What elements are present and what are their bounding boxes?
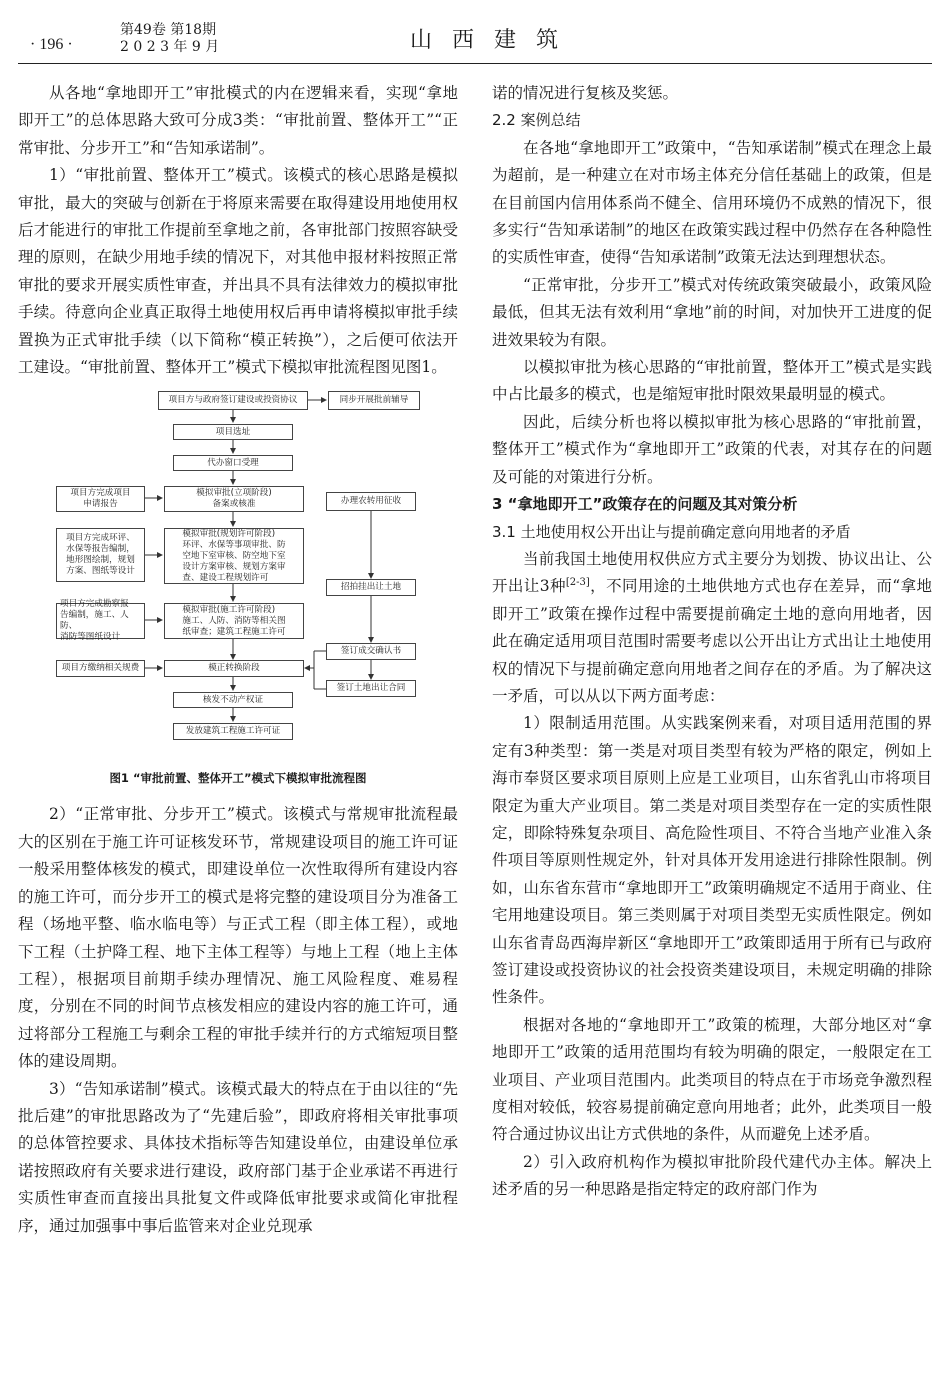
paragraph: 因此，后续分析也将以模拟审批为核心思路的“审批前置，整体开工”模式作为“拿地即开工”政策的代表，对其存在的问题及可能的对策进行分析。 <box>492 412 932 486</box>
volume-label: 第49卷 第18期 <box>120 22 217 38</box>
flow-step-survey-docs: 项目方完成勘察报 告编制，施工、人防、 消防等图纸设计 <box>56 603 145 639</box>
flow-step-land-contract: 签订土地出让合同 <box>326 680 416 697</box>
journal-title: 山西建筑 <box>410 28 579 53</box>
page-header <box>0 0 950 60</box>
flow-step-project-report: 项目方完成项目 申请报告 <box>56 486 145 512</box>
flow-step-site-selection: 项目选址 <box>173 424 293 440</box>
header-rule <box>18 63 932 64</box>
paragraph: 1）“审批前置、整体开工”模式。该模式的核心思路是模拟审批，最大的突破与创新在于将原来需要在取得建设用地使用权后才能进行的审批工作提前至拿地之前，各审批部门按照容缺受理的原则，在缺少用地手续的情况下，对其他申报材料按照正常审批的要求开展实质性审查，并出具不具有法律效力的模拟审批手续。待意向企业真正取得土地使用权后再申请将模拟审批手续置换为正式审批手续（以下简称“模正转换”），之后便可依法开工建设。“审批前置、整体开工”模式下模拟审批流程图见图1。 <box>18 166 458 377</box>
volume-issue <box>120 22 219 56</box>
paragraph: 2）引入政府机构作为模拟审批阶段代建代办主体。解决上述矛盾的另一种思路是指定特定的政府部门作为 <box>492 1152 932 1199</box>
paragraph: 诺的情况进行复核及奖惩。 <box>492 84 679 102</box>
flow-step-confirmation: 签订成交确认书 <box>326 643 416 660</box>
section-heading-2-2: 2.2 案例总结 <box>492 111 581 130</box>
paragraph: 1）限制适用范围。从实践案例来看，对项目适用范围的界定有3种类型：第一类是对项目类型有较为严格的限定，例如上海市奉贤区要求项目原则上应是工业项目，山东省乳山市将项目限定为重大产业项目。第二类是对项目类型存在一定的实质性限定，即除特殊复杂项目、高危险性项目、不符合当地产业准入条件项目等原则性规定外，针对具体开发用途进行排除性限制。例如，山东省东营市“拿地即开工”政策明确规定不适用于商业、住宅用地建设项目。第三类则属于对项目类型无实质性限定。例如山东省青岛西海岸新区“拿地即开工”政策即适用于所有已与政府签订建设或投资协议的社会投资类建设项目，未规定明确的排除性条件。 <box>492 714 932 1007</box>
paragraph-text: 当前我国土地使用权供应方式主要分为划拨、协议出让、公开出让3种 <box>492 549 932 596</box>
section-heading-3-1: 3.1 土地使用权公开出让与提前确定意向用地者的矛盾 <box>492 522 851 541</box>
flow-step-conversion: 模正转换阶段 <box>164 660 304 677</box>
flowchart-figure <box>18 387 458 797</box>
paragraph: 在各地“拿地即开工”政策中，“告知承诺制”模式在理念上最为超前，是一种建立在对市场主体充分信任基础上的政策，但是在目前国内信用体系尚不健全、信用环境仍不成熟的情况下，很多实行“告知承诺制”的地区在政策实践过程中仍然存在各种隐性的实质性审查，使得“告知承诺制”政策无法达到理想状态。 <box>492 138 932 267</box>
flow-step-design-docs: 项目方完成环评、 水保等报告编制， 地形图绘制，规划 方案、图纸等设计 <box>56 528 145 582</box>
flow-step-pre-guidance: 同步开展批前辅导 <box>328 391 420 410</box>
left-column <box>18 80 458 1240</box>
section-heading-3: 3 “拿地即开工”政策存在的问题及其对策分析 <box>492 495 798 514</box>
paragraph: 2）“正常审批、分步开工”模式。该模式与常规审批流程最大的区别在于施工许可证核发环节，常规建设项目的施工许可证一般采用整体核发的模式，即建设单位一次性取得所有建设内容的施工许可，而分步开工的模式是将完整的建设项目分为准备工程（场地平整、临水临电等）与正式工程（即主体工程），或地下工程（土护降工程、地下主体工程等）与地上工程（地上主体工程），根据项目前期手续办理情况、施工风险程度、难易程度，分别在不同的时间节点核发相应的建设内容的施工许可，通过将部分工程施工与剩余工程的审批手续并行的方式缩短项目整体的建设周期。 <box>18 805 458 1071</box>
figure-caption: 图1 “审批前置、整体开工”模式下模拟审批流程图 <box>109 771 367 786</box>
flow-step-agency-window: 代办窗口受理 <box>173 455 293 471</box>
paragraph: “正常审批，分步开工”模式对传统政策突破最小，政策风险最低，但其无法有效利用“拿地”前的时间，对加快开工进度的促进效果较为有限。 <box>492 275 932 349</box>
flow-step-property-cert: 核发不动产权证 <box>173 692 293 708</box>
page-number: · 196 · <box>30 36 73 53</box>
flow-step-permit: 发放建筑工程施工许可证 <box>173 723 293 740</box>
flow-step-farmland: 办理农转用征收 <box>326 492 416 511</box>
paragraph <box>492 546 932 710</box>
paragraph: 以模拟审批为核心思路的“审批前置，整体开工”模式是实践中占比最多的模式，也是缩短审批时限效果最明显的模式。 <box>492 358 932 404</box>
issue-date: 2 0 2 3 年 9 月 <box>120 39 220 55</box>
flow-step-approval-setup: 模拟审批(立项阶段) 备案或核准 <box>164 486 304 512</box>
paragraph: 根据对各地的“拿地即开工”政策的梳理，大部分地区对“拿地即开工”政策的适用范围均有较为明确的限定，一般限定在工业项目、产业项目范围内。此类项目的特点在于市场竞争激烈程度相对较低，较容易提前确定意向用地者；此外，此类项目一般符合通过协议出让方式供地的条件，从而避免上述矛盾。 <box>492 1015 932 1144</box>
paragraph: 从各地“拿地即开工”审批模式的内在逻辑来看，实现“拿地即开工”的总体思路大致可分成3类：“审批前置、整体开工”“正常审批、分步开工”和“告知承诺制”。 <box>18 84 458 157</box>
flow-step-fees: 项目方缴纳相关规费 <box>56 660 145 677</box>
right-column <box>492 80 932 1204</box>
flow-step-auction: 招拍挂出让土地 <box>326 579 416 596</box>
flow-step-approval-planning: 模拟审批(规划许可阶段) 环评、水保等事项审批、防 空地下室审核、防空地下室 设计方案审核、规划方案审 查、建设工程规划许可 <box>164 528 304 584</box>
citation[interactable]: [2-3] <box>565 577 590 589</box>
flow-step-approval-construction: 模拟审批(施工许可阶段) 施工、人防、消防等相关图 纸审查；建筑工程施工许可 <box>164 603 304 639</box>
flow-step-signing: 项目方与政府签订建设或投资协议 <box>158 391 308 410</box>
paragraph-text: ，不同用途的土地供地方式也存在差异，而“拿地即开工”政策在操作过程中需要提前确定土地的意向用地者，因此在确定适用项目范围时需要考虑以公开出让方式出让土地使用权的情况下与提前确定意向用地者之间存在的矛盾。为了解决这一矛盾，可以从以下两方面考虑： <box>492 577 932 705</box>
paragraph: 3）“告知承诺制”模式。该模式最大的特点在于由以往的“先批后建”的审批思路改为了“先建后验”，即政府将相关审批事项的总体管控要求、具体技术指标等告知建设单位，由建设单位承诺按照政府有关要求进行建设，政府部门基于企业承诺不再进行实质性审查而直接出具批复文件或降低审批要求或简化审批程序，通过加强事中事后监管来对企业兑现承 <box>18 1079 458 1235</box>
